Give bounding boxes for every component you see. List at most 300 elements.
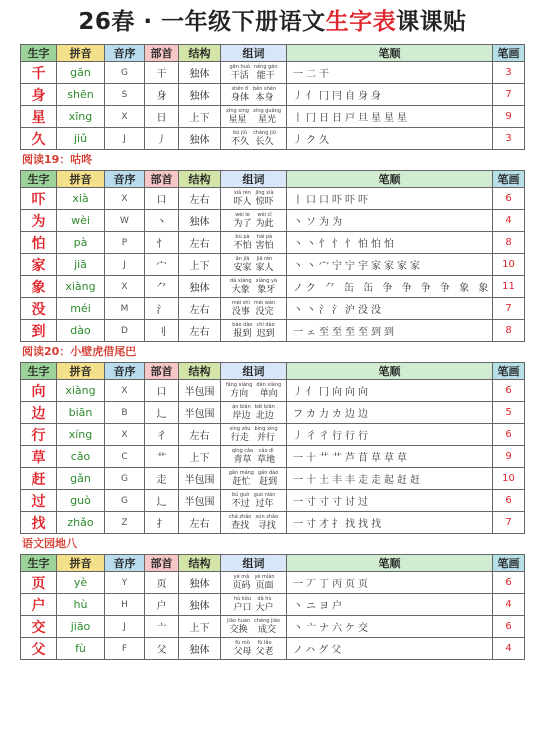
words-cell (221, 594, 287, 616)
word-pinyin: xiàng yá (255, 277, 277, 284)
initial-cell: J (105, 616, 145, 638)
char-cell: 到 (21, 320, 57, 342)
word-pinyin: yè mǎ (233, 573, 250, 580)
word-pinyin: běn shēn (252, 85, 277, 92)
word-pinyin: méi wán (253, 299, 276, 306)
header-row (21, 45, 525, 62)
word-pinyin: qīng cǎo (231, 447, 254, 454)
word-pinyin: bìng xíng (254, 425, 278, 432)
initial-cell: C (105, 446, 145, 468)
word-pinyin: fù mǔ (235, 639, 250, 646)
word-item (256, 256, 274, 274)
table-row (21, 84, 525, 106)
initial-cell: J (105, 128, 145, 150)
stroke-count-cell: 7 (493, 512, 525, 534)
word-item (254, 574, 274, 592)
words-cell (221, 380, 287, 402)
word-item (231, 130, 249, 148)
words-cell (221, 402, 287, 424)
initial-cell: Y (105, 572, 145, 594)
word-item (232, 322, 252, 340)
word-pinyin: shēn tǐ (231, 85, 249, 92)
table-row (21, 594, 525, 616)
word-text: 不怕 (233, 240, 252, 251)
structure-cell: 左右 (179, 424, 221, 446)
word-item (254, 618, 280, 636)
char-cell: 怕 (21, 232, 57, 254)
word-item (233, 234, 251, 252)
word-text: 方向 (230, 388, 249, 399)
header-stroke-count: 笔画 (493, 171, 525, 188)
word-text: 为了 (233, 218, 252, 229)
words-grid (221, 448, 286, 466)
header-words: 组词 (221, 171, 287, 188)
pinyin-cell: fù (57, 638, 105, 660)
word-text: 本身 (255, 92, 274, 103)
header-char: 生字 (21, 171, 57, 188)
stroke-order-cell: 一寸寸寸讨过 (287, 490, 493, 512)
word-pinyin: méi shì (231, 299, 250, 306)
header-pinyin: 拼音 (57, 363, 105, 380)
structure-cell: 独体 (179, 594, 221, 616)
table-row (21, 276, 525, 298)
table-row (21, 638, 525, 660)
structure-cell: 独体 (179, 638, 221, 660)
header-structure: 结构 (179, 171, 221, 188)
word-text: 迟到 (256, 328, 275, 339)
word-pinyin: bào dào (232, 321, 253, 328)
table-row (21, 188, 525, 210)
stroke-count-cell: 5 (493, 402, 525, 424)
table-row (21, 572, 525, 594)
word-item (233, 190, 251, 208)
word-text: 青草 (233, 454, 252, 465)
word-text: 惊吓 (255, 196, 274, 207)
word-text: 行走 (230, 432, 249, 443)
word-pinyin: yè miàn (254, 573, 275, 580)
word-item (229, 426, 250, 444)
table-row (21, 402, 525, 424)
radical-cell: 丶 (145, 210, 179, 232)
word-pinyin: néng gàn (253, 63, 278, 70)
header-radical: 部首 (145, 363, 179, 380)
words-grid (221, 382, 286, 400)
initial-cell: X (105, 188, 145, 210)
pinyin-cell: dào (57, 320, 105, 342)
initial-cell: D (105, 320, 145, 342)
word-item (230, 278, 252, 296)
words-cell (221, 276, 287, 298)
word-pinyin: chá zhǎo (228, 513, 252, 520)
header-structure: 结构 (179, 555, 221, 572)
initial-cell: G (105, 490, 145, 512)
char-cell: 千 (21, 62, 57, 84)
table-row (21, 380, 525, 402)
structure-cell: 上下 (179, 616, 221, 638)
word-text: 父母 (233, 646, 252, 657)
word-text: 星星 (228, 114, 247, 125)
word-pinyin: cháng jiǔ (253, 129, 276, 136)
stroke-count-cell: 7 (493, 298, 525, 320)
radical-cell: 艹 (145, 446, 179, 468)
word-item (256, 234, 274, 252)
radical-cell: 口 (145, 188, 179, 210)
char-cell: 久 (21, 128, 57, 150)
header-initial: 音序 (105, 555, 145, 572)
header-stroke-count: 笔画 (493, 363, 525, 380)
char-cell: 吓 (21, 188, 57, 210)
section-label: 阅读20：小壁虎借尾巴 (22, 345, 137, 358)
header-words: 组词 (221, 363, 287, 380)
stroke-count-cell: 6 (493, 380, 525, 402)
word-item (253, 130, 276, 148)
stroke-order-cell: 一丆丁丙页页 (287, 572, 493, 594)
word-text: 身体 (230, 92, 249, 103)
structure-cell: 独体 (179, 572, 221, 594)
header-structure: 结构 (179, 363, 221, 380)
radical-cell: 宀 (145, 254, 179, 276)
radical-cell: 日 (145, 106, 179, 128)
radical-cell: 丿 (145, 128, 179, 150)
stroke-order-cell: 一十艹艹芦苜草草草 (287, 446, 493, 468)
word-text: 并行 (257, 432, 276, 443)
table-row (21, 424, 525, 446)
table-row (21, 232, 525, 254)
word-pinyin: ān jiā (235, 255, 250, 262)
radical-cell: 亠 (145, 616, 179, 638)
section-label: 阅读19：咕咚 (22, 153, 93, 166)
word-text: 大象 (231, 284, 250, 295)
word-pinyin: wèi cǐ (257, 211, 272, 218)
initial-cell: Z (105, 512, 145, 534)
word-item (253, 86, 276, 104)
pinyin-cell: biān (57, 402, 105, 424)
stroke-order-cell: 丶ニヨ户 (287, 594, 493, 616)
word-text: 页面 (255, 580, 274, 591)
word-item (253, 108, 281, 126)
stroke-count-cell: 10 (493, 254, 525, 276)
word-item (256, 596, 274, 614)
table-row (21, 512, 525, 534)
table-row (21, 128, 525, 150)
word-pinyin: xún zhǎo (255, 513, 279, 520)
word-text: 成交 (258, 624, 277, 635)
header-row (21, 171, 525, 188)
word-text: 没完 (255, 306, 274, 317)
word-item (226, 382, 253, 400)
radical-cell: 页 (145, 572, 179, 594)
word-text: 查找 (231, 520, 250, 531)
word-item (256, 322, 274, 340)
char-cell: 过 (21, 490, 57, 512)
stroke-count-cell: 9 (493, 446, 525, 468)
radical-cell: ⺈ (145, 276, 179, 298)
stroke-order-cell: 丨冂日日戸旦星星星 (287, 106, 493, 128)
header-radical: 部首 (145, 171, 179, 188)
pinyin-cell: jiā (57, 254, 105, 276)
header-pinyin: 拼音 (57, 171, 105, 188)
word-item (258, 470, 278, 488)
word-pinyin: jīng xià (255, 189, 274, 196)
radical-cell: 口 (145, 380, 179, 402)
words-grid (221, 278, 286, 296)
stroke-count-cell: 6 (493, 490, 525, 512)
word-text: 单向 (259, 388, 278, 399)
words-grid (221, 234, 286, 252)
title-part1: 26春 · 一年级下册语文 (78, 9, 326, 35)
header-row (21, 555, 525, 572)
word-text: 北边 (255, 410, 274, 421)
stroke-order-cell: 丨口口吓吓吓 (287, 188, 493, 210)
words-grid (221, 212, 286, 230)
word-text: 没事 (231, 306, 250, 317)
header-words: 组词 (221, 555, 287, 572)
structure-cell: 半包围 (179, 468, 221, 490)
stroke-count-cell: 4 (493, 638, 525, 660)
words-grid (221, 574, 286, 592)
word-pinyin: běi biān (254, 403, 275, 410)
word-text: 交换 (229, 624, 248, 635)
char-cell: 向 (21, 380, 57, 402)
word-item (256, 640, 274, 658)
stroke-count-cell: 4 (493, 594, 525, 616)
header-char: 生字 (21, 363, 57, 380)
radical-cell: 刂 (145, 320, 179, 342)
radical-cell: 辶 (145, 402, 179, 424)
word-text: 象牙 (257, 284, 276, 295)
word-pinyin: fāng xiàng (225, 381, 253, 388)
stroke-order-cell: 丿彳彳行行行 (287, 424, 493, 446)
char-cell: 边 (21, 402, 57, 424)
word-text: 寻找 (257, 520, 276, 531)
char-cell: 赶 (21, 468, 57, 490)
words-grid (221, 130, 286, 148)
radical-cell: 户 (145, 594, 179, 616)
words-grid (221, 256, 286, 274)
pinyin-cell: xià (57, 188, 105, 210)
initial-cell: F (105, 638, 145, 660)
word-pinyin: gǎn máng (228, 469, 254, 476)
header-radical: 部首 (145, 555, 179, 572)
word-item (257, 448, 275, 466)
stroke-count-cell: 10 (493, 468, 525, 490)
word-pinyin: dān xiàng (256, 381, 282, 388)
word-pinyin: bù jiǔ (233, 129, 247, 136)
words-cell (221, 232, 287, 254)
words-cell (221, 210, 287, 232)
stroke-order-cell: 一二干 (287, 62, 493, 84)
words-grid (221, 514, 286, 532)
header-stroke-count: 笔画 (493, 555, 525, 572)
word-pinyin: xīng xing (225, 107, 249, 114)
structure-cell: 独体 (179, 276, 221, 298)
structure-cell: 半包围 (179, 402, 221, 424)
pinyin-cell: jiāo (57, 616, 105, 638)
stroke-order-cell: 一寸才扌找找找 (287, 512, 493, 534)
word-item (230, 64, 250, 82)
page-title (0, 0, 545, 44)
stroke-order-cell: 丶亠ナ六ケ交 (287, 616, 493, 638)
sections-container (0, 44, 545, 660)
radical-cell: 扌 (145, 512, 179, 534)
char-cell: 交 (21, 616, 57, 638)
pinyin-cell: xiàng (57, 380, 105, 402)
words-grid (221, 322, 286, 340)
stroke-order-cell: 丿亻冂向向向 (287, 380, 493, 402)
stroke-count-cell: 3 (493, 128, 525, 150)
initial-cell: H (105, 594, 145, 616)
title-part3: 课课贴 (396, 9, 467, 35)
pinyin-cell: pà (57, 232, 105, 254)
structure-cell: 上下 (179, 106, 221, 128)
header-row (21, 363, 525, 380)
word-pinyin: dà xiàng (230, 277, 252, 284)
pinyin-cell: zhǎo (57, 512, 105, 534)
words-grid (221, 618, 286, 636)
pinyin-cell: méi (57, 298, 105, 320)
word-pinyin: gān huó (229, 63, 250, 70)
word-pinyin: xíng zǒu (229, 425, 251, 432)
words-cell (221, 84, 287, 106)
radical-cell: 辶 (145, 490, 179, 512)
words-cell (221, 446, 287, 468)
word-text: 赶忙 (232, 476, 251, 487)
word-text: 不过 (231, 498, 250, 509)
word-text: 过年 (255, 498, 274, 509)
pinyin-cell: xiàng (57, 276, 105, 298)
initial-cell: X (105, 380, 145, 402)
char-cell: 家 (21, 254, 57, 276)
stroke-count-cell: 7 (493, 84, 525, 106)
initial-cell: S (105, 84, 145, 106)
structure-cell: 上下 (179, 254, 221, 276)
structure-cell: 独体 (179, 210, 221, 232)
radical-cell: 干 (145, 62, 179, 84)
initial-cell: X (105, 106, 145, 128)
stroke-order-cell: 丿亻冂冃自身身 (287, 84, 493, 106)
stroke-count-cell: 6 (493, 572, 525, 594)
words-grid (221, 470, 286, 488)
table-row (21, 468, 525, 490)
initial-cell: X (105, 424, 145, 446)
header-stroke-order: 笔顺 (287, 363, 493, 380)
char-table (20, 554, 525, 660)
radical-cell: 氵 (145, 298, 179, 320)
pinyin-cell: xíng (57, 424, 105, 446)
word-pinyin: cǎo dì (258, 447, 274, 454)
char-table (20, 170, 525, 342)
words-grid (221, 108, 286, 126)
char-cell: 户 (21, 594, 57, 616)
word-pinyin: wèi le (235, 211, 250, 218)
word-pinyin: chéng jiāo (254, 617, 280, 624)
char-cell: 行 (21, 424, 57, 446)
word-item (233, 640, 251, 658)
header-stroke-order: 笔顺 (287, 171, 493, 188)
word-pinyin: xīng guāng (252, 107, 281, 114)
word-text: 能干 (256, 70, 275, 81)
radical-cell: 父 (145, 638, 179, 660)
stroke-order-cell: 丶丶宀宁宁宇家家家家 (287, 254, 493, 276)
char-table (20, 362, 525, 534)
word-item (254, 300, 275, 318)
char-cell: 父 (21, 638, 57, 660)
table-row (21, 298, 525, 320)
table-row (21, 446, 525, 468)
char-table (20, 44, 525, 150)
word-item (256, 382, 281, 400)
radical-cell: 走 (145, 468, 179, 490)
initial-cell: G (105, 468, 145, 490)
words-grid (221, 492, 286, 510)
stroke-order-cell: ノク ⺈ 缶 缶 争 争 争 争 象 象 (287, 276, 493, 298)
stroke-count-cell: 3 (493, 62, 525, 84)
initial-cell: G (105, 62, 145, 84)
header-initial: 音序 (105, 363, 145, 380)
header-radical: 部首 (145, 45, 179, 62)
word-text: 家人 (255, 262, 274, 273)
word-text: 赶到 (259, 476, 278, 487)
stroke-count-cell: 4 (493, 210, 525, 232)
words-cell (221, 62, 287, 84)
stroke-order-cell: 丶丶忄忄忄怕怕怕 (287, 232, 493, 254)
words-cell (221, 424, 287, 446)
word-text: 安家 (233, 262, 252, 273)
structure-cell: 半包围 (179, 490, 221, 512)
structure-cell: 独体 (179, 62, 221, 84)
header-stroke-order: 笔顺 (287, 555, 493, 572)
char-cell: 草 (21, 446, 57, 468)
initial-cell: M (105, 298, 145, 320)
word-pinyin: bú guò (231, 491, 250, 498)
stroke-order-cell: ノハグ父 (287, 638, 493, 660)
stroke-order-cell: 一ェ至至至至到到 (287, 320, 493, 342)
char-cell: 找 (21, 512, 57, 534)
word-item (232, 448, 253, 466)
word-item (226, 108, 249, 126)
words-cell (221, 490, 287, 512)
table-row (21, 62, 525, 84)
header-char: 生字 (21, 555, 57, 572)
word-text: 岸边 (232, 410, 251, 421)
words-grid (221, 426, 286, 444)
word-pinyin: bù pà (235, 233, 250, 240)
char-cell: 身 (21, 84, 57, 106)
word-pinyin: jiāo huàn (227, 617, 251, 624)
word-pinyin: fù lǎo (257, 639, 272, 646)
word-item (255, 514, 278, 532)
pinyin-cell: guò (57, 490, 105, 512)
word-item (227, 618, 250, 636)
word-item (254, 426, 277, 444)
word-item (233, 256, 251, 274)
stroke-count-cell: 8 (493, 320, 525, 342)
word-text: 草地 (257, 454, 276, 465)
word-item (232, 300, 250, 318)
table-row (21, 106, 525, 128)
structure-cell: 左右 (179, 320, 221, 342)
header-structure: 结构 (179, 45, 221, 62)
word-text: 大户 (255, 602, 274, 613)
stroke-order-cell: 丶丶氵氵沪没没 (287, 298, 493, 320)
radical-cell: 忄 (145, 232, 179, 254)
word-text: 为此 (255, 218, 274, 229)
pinyin-cell: xīng (57, 106, 105, 128)
header-pinyin: 拼音 (57, 45, 105, 62)
header-stroke-order: 笔顺 (287, 45, 493, 62)
structure-cell: 左右 (179, 512, 221, 534)
structure-cell: 半包围 (179, 380, 221, 402)
